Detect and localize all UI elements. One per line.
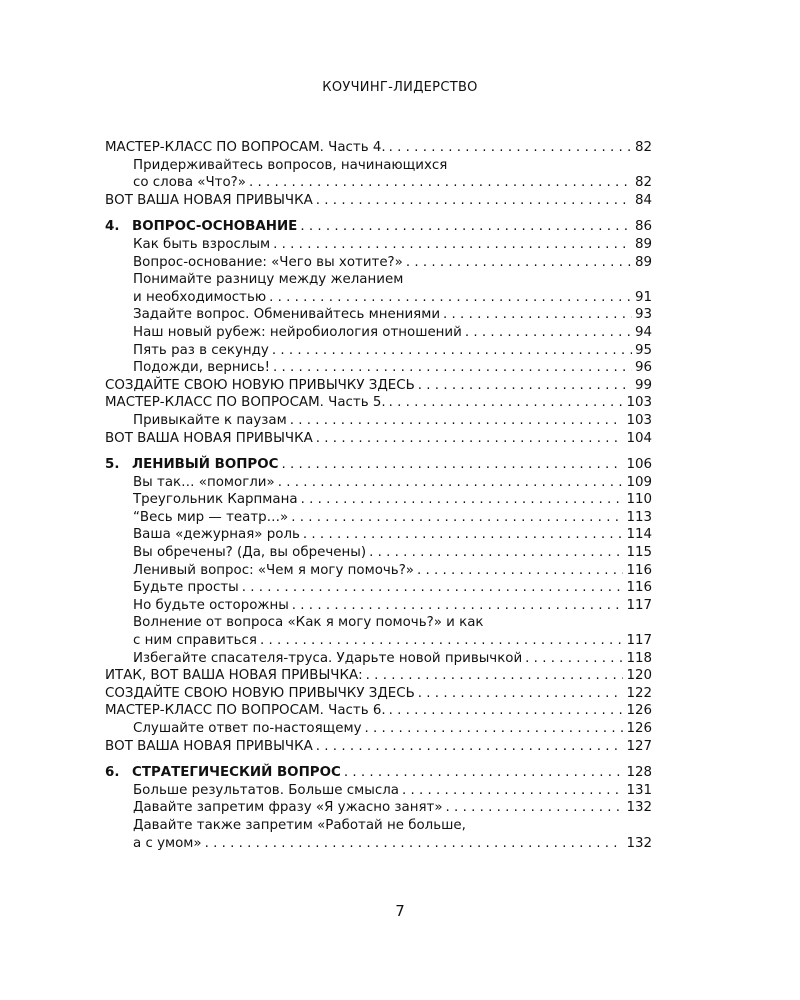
toc-entry-title: Больше результатов. Больше смысла bbox=[133, 782, 399, 798]
toc-page-number: 131 bbox=[626, 782, 652, 798]
toc-page-number: 132 bbox=[626, 800, 652, 816]
toc-entry bbox=[105, 799, 652, 817]
toc-entry bbox=[105, 474, 652, 492]
toc-page-number: 84 bbox=[634, 192, 652, 208]
toc-entry bbox=[105, 562, 652, 580]
toc-page-number: 115 bbox=[626, 545, 652, 561]
leader-dots bbox=[242, 579, 624, 597]
toc-page-number: 126 bbox=[626, 721, 652, 736]
toc-entry bbox=[105, 685, 652, 703]
toc-entry bbox=[105, 174, 652, 192]
chapter-number: 5. bbox=[105, 457, 120, 473]
toc-entry bbox=[105, 192, 652, 210]
toc-entry bbox=[105, 738, 652, 756]
toc-page-number: 95 bbox=[634, 342, 652, 358]
toc-page-number: 118 bbox=[626, 650, 652, 666]
toc-page-number: 132 bbox=[626, 835, 652, 851]
toc-entry bbox=[105, 342, 652, 360]
chapter-number: 4. bbox=[105, 219, 120, 235]
toc-entry-title: Пять раз в секунду bbox=[133, 342, 269, 358]
toc-entry-title: Привыкайте к паузам bbox=[133, 412, 287, 428]
toc-entry bbox=[105, 377, 652, 395]
leader-dots bbox=[389, 702, 624, 720]
toc-entry bbox=[105, 782, 652, 800]
toc-entry-title-line1: Волнение от вопроса «Как я могу помочь?» и как bbox=[133, 615, 484, 631]
toc-entry bbox=[105, 359, 652, 377]
leader-dots bbox=[443, 306, 632, 324]
leader-dots bbox=[291, 509, 623, 527]
leader-dots bbox=[316, 192, 632, 210]
toc-page-number: 116 bbox=[626, 580, 652, 596]
toc-entry-title: с ним справиться bbox=[133, 633, 257, 649]
toc-entry bbox=[105, 632, 652, 650]
toc-page-number: 113 bbox=[626, 509, 652, 525]
toc-entry-title: со слова «Что?» bbox=[133, 175, 246, 191]
toc-entry-title: МАСТЕР-КЛАСС ПО ВОПРОСАМ. Часть 6. bbox=[105, 703, 386, 719]
page-number: 7 bbox=[395, 902, 405, 920]
toc-entry-title: Подожди, вернись! bbox=[133, 360, 270, 376]
toc-page-number: 82 bbox=[634, 175, 652, 191]
leader-dots bbox=[418, 377, 632, 395]
toc-entry bbox=[105, 544, 652, 562]
leader-dots bbox=[344, 764, 624, 782]
toc-entry bbox=[105, 306, 652, 324]
toc-page-number: 110 bbox=[626, 492, 652, 508]
toc-page-number: 120 bbox=[626, 668, 652, 684]
leader-dots bbox=[278, 474, 624, 492]
toc-entry-title: СОЗДАЙТЕ СВОЮ НОВУЮ ПРИВЫЧКУ ЗДЕСЬ bbox=[105, 685, 415, 701]
toc-entry-title: ВОТ ВАША НОВАЯ ПРИВЫЧКА bbox=[105, 192, 313, 208]
toc-page-number: 86 bbox=[634, 219, 652, 235]
leader-dots bbox=[273, 359, 632, 377]
toc-page-number: 99 bbox=[634, 377, 652, 393]
toc-entry-title-line1: Давайте также запретим «Работай не больше, bbox=[133, 817, 466, 833]
chapter-title: ВОПРОС-ОСНОВАНИЕ bbox=[132, 219, 298, 235]
toc-entry bbox=[105, 835, 652, 853]
chapter-title: ЛЕНИВЫЙ ВОПРОС bbox=[132, 457, 279, 473]
toc-page-number: 128 bbox=[626, 765, 652, 781]
leader-dots bbox=[316, 430, 624, 448]
leader-dots bbox=[406, 254, 632, 272]
leader-dots bbox=[249, 174, 632, 192]
leader-dots bbox=[260, 632, 623, 650]
toc-entry-title: Вопрос-основание: «Чего вы хотите?» bbox=[133, 254, 403, 270]
toc-entry bbox=[105, 430, 652, 448]
toc-entry-title: Наш новый рубеж: нейробиология отношений bbox=[133, 324, 462, 340]
toc-entry bbox=[105, 236, 652, 254]
toc-page-number: 103 bbox=[626, 395, 652, 411]
toc-entry bbox=[105, 289, 652, 307]
toc-entry bbox=[105, 254, 652, 272]
leader-dots bbox=[205, 835, 624, 853]
toc-entry-title: Треугольник Карпмана bbox=[133, 492, 298, 508]
leader-dots bbox=[402, 782, 623, 800]
toc-page-number: 91 bbox=[634, 289, 652, 305]
toc-page-number: 94 bbox=[634, 324, 652, 340]
toc-page-number: 114 bbox=[626, 527, 652, 543]
leader-dots bbox=[418, 685, 624, 703]
toc-entry-title: Вы так… «помогли» bbox=[133, 474, 275, 490]
leader-dots bbox=[281, 456, 623, 474]
toc-entry-title: Вы обречены? (Да, вы обречены) bbox=[133, 545, 367, 561]
toc-entry bbox=[105, 597, 652, 615]
toc-entry-title: Как быть взрослым bbox=[133, 236, 271, 252]
toc-entry-title: Слушайте ответ по-настоящему bbox=[133, 721, 362, 736]
leader-dots bbox=[273, 236, 632, 254]
toc-page-number: 122 bbox=[626, 685, 652, 701]
toc-entry-title: Но будьте осторожны bbox=[133, 597, 289, 613]
toc-chapter bbox=[105, 456, 652, 474]
toc-page-number: 106 bbox=[626, 457, 652, 473]
toc-entry bbox=[105, 491, 652, 509]
leader-dots bbox=[290, 412, 624, 430]
toc-entry bbox=[105, 139, 652, 157]
leader-dots bbox=[446, 799, 624, 817]
toc-entry-title: МАСТЕР-КЛАСС ПО ВОПРОСАМ. Часть 4. bbox=[105, 140, 386, 155]
toc-chapter bbox=[105, 764, 652, 782]
toc-entry bbox=[105, 702, 652, 720]
leader-dots bbox=[365, 720, 624, 738]
toc-page-number: 117 bbox=[626, 633, 652, 649]
toc-entry-title: ВОТ ВАША НОВАЯ ПРИВЫЧКА bbox=[105, 430, 313, 446]
toc-page-number: 96 bbox=[634, 360, 652, 376]
toc-entry bbox=[105, 667, 652, 685]
leader-dots bbox=[525, 650, 623, 668]
toc-page-number: 116 bbox=[626, 562, 652, 578]
toc-entry-title: Давайте запретим фразу «Я ужасно занят» bbox=[133, 800, 443, 816]
leader-dots bbox=[303, 526, 624, 544]
leader-dots bbox=[366, 667, 624, 685]
toc-page-number: 104 bbox=[626, 430, 652, 446]
toc-entry-title: Избегайте спасателя-труса. Ударьте новой привычкой bbox=[133, 650, 523, 666]
toc-entry-title-line1: Придерживайтесь вопросов, начинающихся bbox=[133, 157, 448, 173]
chapter-number: 6. bbox=[105, 765, 120, 781]
leader-dots bbox=[269, 289, 632, 307]
toc-page-number: 126 bbox=[626, 703, 652, 719]
chapter-title: СТРАТЕГИЧЕСКИЙ ВОПРОС bbox=[132, 765, 341, 781]
toc-page-number: 103 bbox=[626, 412, 652, 428]
toc-entry-title: Ленивый вопрос: «Чем я могу помочь?» bbox=[133, 562, 414, 578]
toc-entry bbox=[105, 412, 652, 430]
leader-dots bbox=[300, 218, 632, 236]
toc-page-number: 109 bbox=[626, 474, 652, 490]
toc-page-number: 89 bbox=[634, 254, 652, 270]
leader-dots bbox=[301, 491, 624, 509]
table-of-contents bbox=[105, 139, 652, 852]
toc-entry-title: Задайте вопрос. Обменивайтесь мнениями bbox=[133, 307, 441, 323]
toc-entry-title: ИТАК, ВОТ ВАША НОВАЯ ПРИВЫЧКА: bbox=[105, 668, 363, 684]
toc-entry-title: Ваша «дежурная» роль bbox=[133, 527, 300, 543]
toc-page-number: 89 bbox=[634, 236, 652, 252]
toc-entry-title: “Весь мир — театр…» bbox=[133, 509, 289, 525]
toc-entry bbox=[105, 579, 652, 597]
toc-entry bbox=[105, 324, 652, 342]
toc-entry-title: СОЗДАЙТЕ СВОЮ НОВУЮ ПРИВЫЧКУ ЗДЕСЬ bbox=[105, 377, 415, 393]
toc-entry bbox=[105, 650, 652, 668]
leader-dots bbox=[389, 139, 632, 157]
leader-dots bbox=[316, 738, 624, 756]
toc-page-number: 117 bbox=[626, 597, 652, 613]
toc-entry-title: Будьте просты bbox=[133, 580, 239, 596]
toc-entry bbox=[105, 720, 652, 738]
toc-page-number: 127 bbox=[626, 738, 652, 754]
toc-page-number: 82 bbox=[634, 140, 652, 155]
toc-entry-title: а с умом» bbox=[133, 835, 202, 851]
leader-dots bbox=[272, 342, 632, 360]
toc-entry-title-line1: Понимайте разницу между желанием bbox=[133, 272, 404, 288]
toc-entry bbox=[105, 509, 652, 527]
running-head: КОУЧИНГ-ЛИДЕРСТВО bbox=[322, 80, 478, 95]
leader-dots bbox=[369, 544, 623, 562]
leader-dots bbox=[389, 394, 624, 412]
toc-chapter bbox=[105, 218, 652, 236]
toc-page-number: 93 bbox=[634, 307, 652, 323]
toc-entry bbox=[105, 526, 652, 544]
toc-entry-title: и необходимостью bbox=[133, 289, 267, 305]
leader-dots bbox=[292, 597, 624, 615]
toc-entry-title: МАСТЕР-КЛАСС ПО ВОПРОСАМ. Часть 5. bbox=[105, 395, 386, 411]
toc-entry-title: ВОТ ВАША НОВАЯ ПРИВЫЧКА bbox=[105, 738, 313, 754]
leader-dots bbox=[465, 324, 632, 342]
toc-entry bbox=[105, 394, 652, 412]
leader-dots bbox=[417, 562, 623, 580]
